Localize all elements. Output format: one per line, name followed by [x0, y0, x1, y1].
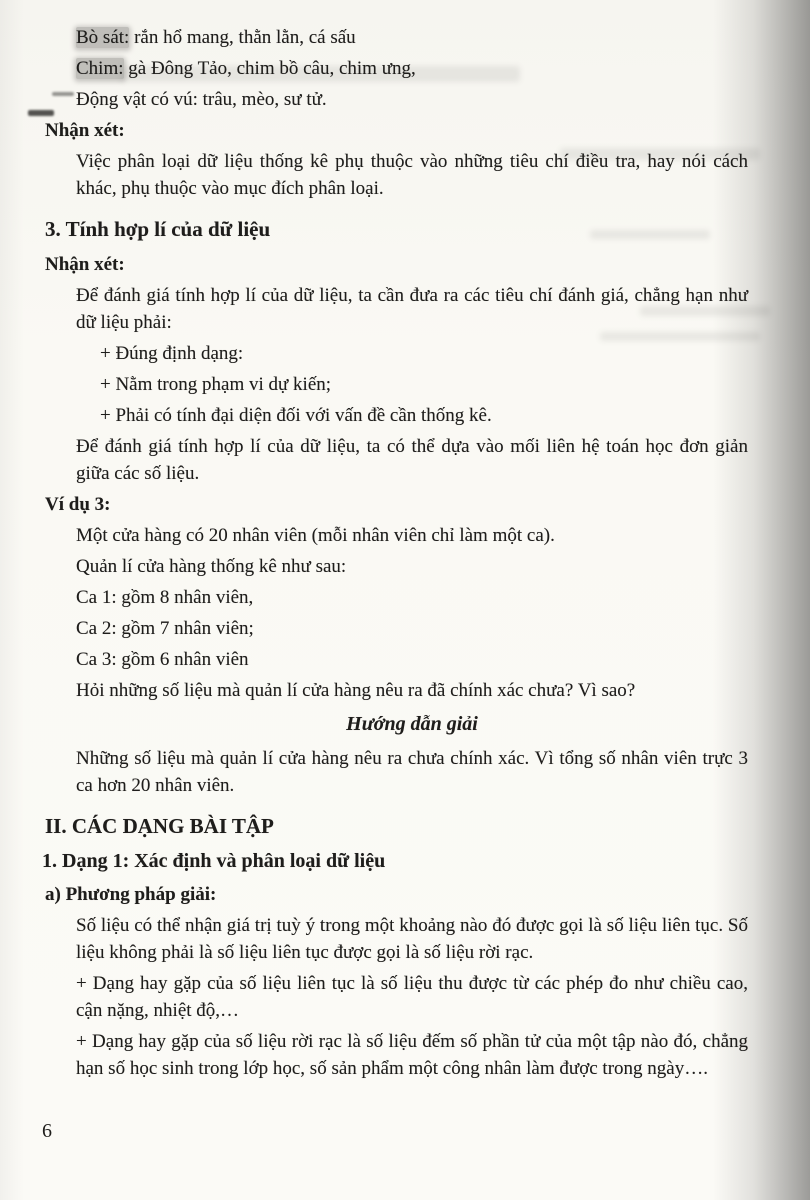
bold-label: a) Phương pháp giải:: [45, 884, 217, 905]
section-heading: 3. Tính hợp lí của dữ liệu: [45, 217, 271, 241]
bold-label: Nhận xét:: [45, 254, 125, 275]
solution-heading: Hướng dẫn giải: [346, 713, 478, 735]
paragraph: Việc phân loại dữ liệu thống kê phụ thuộc vào những tiêu chí điều tra, hay nói cách khác, phụ thuộc vào mục đích phân loại.: [76, 151, 748, 199]
paragraph: Số liệu có thể nhận giá trị tuỳ ý trong một khoảng nào đó được gọi là số liệu liên tục. Số liệu không phải là số liệu liên tục được gọi là số liệu rời rạc.: [76, 915, 748, 963]
paragraph: Để đánh giá tính hợp lí của dữ liệu, ta cần đưa ra các tiêu chí đánh giá, chẳng hạn như dữ liệu phải:: [76, 285, 748, 333]
paragraph: + Dạng hay gặp của số liệu liên tục là số liệu thu được từ các phép đo như chiều cao, cận nặng, nhiệt độ,…: [76, 973, 748, 1021]
paragraph: Một cửa hàng có 20 nhân viên (mỗi nhân viên chỉ làm một ca).: [76, 525, 555, 546]
paragraph: Những số liệu mà quản lí cửa hàng nêu ra chưa chính xác. Vì tổng số nhân viên trực 3 ca hơn 20 nhân viên.: [76, 748, 748, 796]
bullet-item: + Nằm trong phạm vi dự kiến;: [100, 374, 332, 395]
text-run: rắn hổ mang, thằn lằn, cá sấu: [129, 27, 356, 48]
bullet-item: + Đúng định dạng:: [100, 343, 244, 364]
bold-label: Ví dụ 3:: [45, 494, 111, 515]
page-number: 6: [42, 1120, 52, 1142]
subsection-heading: 1. Dạng 1: Xác định và phân loại dữ liệu: [42, 850, 386, 872]
paragraph: + Dạng hay gặp của số liệu rời rạc là số liệu đếm số phần tử của một tập nào đó, chẳng hạn số học sinh trong lớp học, số sản phẩm một công nhân làm được trong ngày….: [76, 1031, 748, 1079]
paragraph: Hỏi những số liệu mà quản lí cửa hàng nêu ra đã chính xác chưa? Vì sao?: [76, 680, 636, 701]
paragraph: Để đánh giá tính hợp lí của dữ liệu, ta có thể dựa vào mối liên hệ toán học đơn giản giữa các số liệu.: [76, 436, 748, 484]
bold-label: Nhận xét:: [45, 120, 125, 141]
paragraph: Ca 2: gồm 7 nhân viên;: [76, 618, 254, 639]
section-heading: II. CÁC DẠNG BÀI TẬP: [45, 814, 274, 838]
paragraph: Ca 3: gồm 6 nhân viên: [76, 649, 249, 670]
paragraph: [76, 55, 748, 82]
text-run: gà Đông Tảo, chim bồ câu, chim ưng,: [123, 58, 416, 79]
paragraph: [76, 24, 748, 51]
paragraph: Ca 1: gồm 8 nhân viên,: [76, 587, 254, 608]
bullet-item: + Phải có tính đại diện đối với vấn đề cần thống kê.: [100, 405, 492, 426]
smudged-text: Chim:: [76, 58, 124, 79]
page-content: [0, 24, 810, 1086]
paragraph: Động vật có vú: trâu, mèo, sư tử.: [76, 89, 327, 110]
paragraph: Quản lí cửa hàng thống kê như sau:: [76, 556, 347, 577]
smudged-text: Bò sát:: [76, 27, 130, 48]
